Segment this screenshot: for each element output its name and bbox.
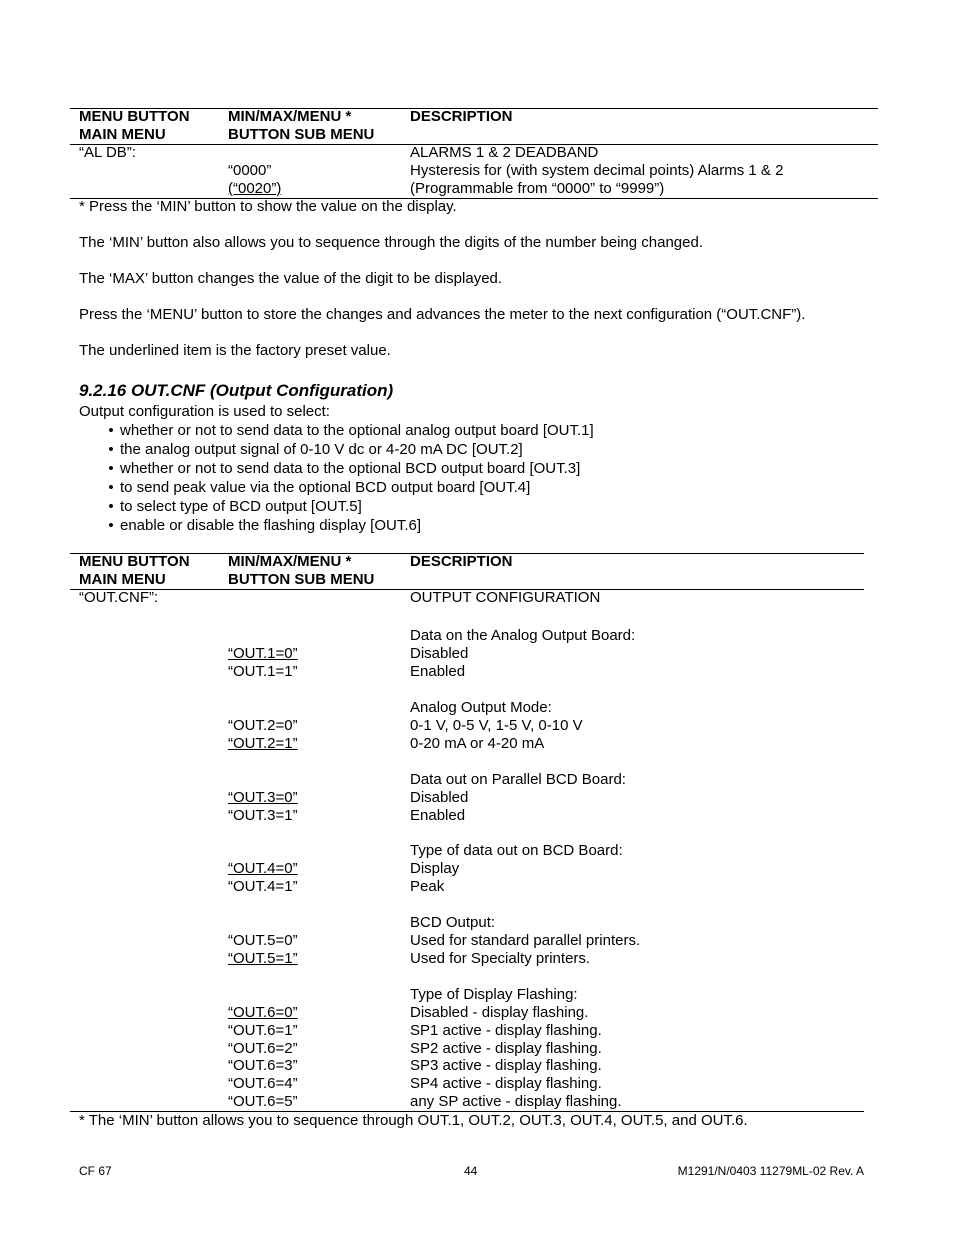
option-code: “OUT.4=0” — [228, 860, 298, 877]
option-desc: Disabled — [410, 789, 469, 806]
group-label-out3: Data out on Parallel BCD Board: — [410, 771, 626, 788]
option-code: “OUT.6=0” — [228, 1004, 298, 1021]
option-code: “OUT.3=0” — [228, 789, 298, 806]
option-desc: Used for Specialty printers. — [410, 950, 591, 967]
bullet-dot: • — [108, 479, 114, 496]
table1-title: ALARMS 1 & 2 DEADBAND — [410, 144, 599, 161]
table1-menu-name: “AL DB”: — [79, 144, 136, 161]
option-code: “OUT.6=5” — [228, 1093, 298, 1110]
table1-header-main-menu: MAIN MENU — [79, 126, 166, 143]
option-code: “OUT.5=0” — [228, 932, 298, 949]
option-code: “OUT.6=4” — [228, 1075, 298, 1092]
option-desc: SP1 active - display flashing. — [410, 1022, 602, 1039]
table1-header-description: DESCRIPTION — [410, 108, 513, 125]
table2-header-menu-button: MENU BUTTON — [79, 553, 190, 570]
table1-footnote: * Press the ‘MIN’ button to show the value on the display. — [79, 198, 457, 215]
table1-desc-line2: (Programmable from “0000” to “9999”) — [410, 180, 665, 197]
option-desc: Disabled — [410, 645, 469, 662]
option-code: “OUT.4=1” — [228, 878, 298, 895]
bullet-dot: • — [108, 460, 114, 477]
group-label-out5: BCD Output: — [410, 914, 496, 931]
paragraph-underline-note: The underlined item is the factory preset value. — [79, 342, 391, 359]
table1-header-min-max-menu: MIN/MAX/MENU * — [228, 108, 352, 125]
table2-footnote: * The ‘MIN’ button allows you to sequence through OUT.1, OUT.2, OUT.3, OUT.4, OUT.5, and OUT.6. — [79, 1112, 748, 1129]
option-desc: Peak — [410, 878, 445, 895]
bullet-item: enable or disable the flashing display [OUT.6] — [120, 517, 422, 534]
option-code: “OUT.2=0” — [228, 717, 298, 734]
option-desc: SP4 active - display flashing. — [410, 1075, 602, 1092]
group-label-out2: Analog Output Mode: — [410, 699, 552, 716]
paragraph-max-button: The ‘MAX’ button changes the value of the digit to be displayed. — [79, 270, 503, 287]
option-code: “OUT.1=1” — [228, 663, 298, 680]
bullet-dot: • — [108, 422, 114, 439]
paragraph-menu-button: Press the ‘MENU’ button to store the changes and advances the meter to the next configuration (“OUT.CNF”). — [79, 306, 806, 323]
group-label-out4: Type of data out on BCD Board: — [410, 842, 623, 859]
bullet-item: the analog output signal of 0-10 V dc or 4-20 mA DC [OUT.2] — [120, 441, 523, 458]
table2-menu-name: “OUT.CNF”: — [79, 589, 159, 606]
bullet-item: whether or not to send data to the optional analog output board [OUT.1] — [120, 422, 594, 439]
bullet-item: to select type of BCD output [OUT.5] — [120, 498, 362, 515]
option-desc: SP3 active - display flashing. — [410, 1057, 602, 1074]
table2-title: OUTPUT CONFIGURATION — [410, 589, 601, 606]
option-desc: Display — [410, 860, 460, 877]
footer-left: CF 67 — [79, 1164, 112, 1178]
option-code: “OUT.1=0” — [228, 645, 298, 662]
option-code: “OUT.3=1” — [228, 807, 298, 824]
bullet-dot: • — [108, 517, 114, 534]
option-desc: 0-1 V, 0-5 V, 1-5 V, 0-10 V — [410, 717, 583, 734]
group-label-out1: Data on the Analog Output Board: — [410, 627, 636, 644]
option-desc: Used for standard parallel printers. — [410, 932, 641, 949]
table1-value-preset: (“0020”) — [228, 180, 282, 197]
option-code: “OUT.6=2” — [228, 1040, 298, 1057]
group-label-out6: Type of Display Flashing: — [410, 986, 578, 1003]
bullet-dot: • — [108, 441, 114, 458]
option-code: “OUT.5=1” — [228, 950, 298, 967]
option-code: “OUT.6=1” — [228, 1022, 298, 1039]
option-code: “OUT.6=3” — [228, 1057, 298, 1074]
bullet-item: to send peak value via the optional BCD output board [OUT.4] — [120, 479, 531, 496]
option-desc: SP2 active - display flashing. — [410, 1040, 602, 1057]
option-desc: Enabled — [410, 663, 466, 680]
table1-value-default: “0000” — [228, 162, 272, 179]
option-desc: any SP active - display flashing. — [410, 1093, 622, 1110]
section-intro: Output configuration is used to select: — [79, 403, 330, 420]
section-heading: 9.2.16 OUT.CNF (Output Configuration) — [79, 381, 394, 400]
table2-header-min-max-menu: MIN/MAX/MENU * — [228, 553, 352, 570]
footer-page-number: 44 — [464, 1164, 478, 1178]
footer-right: M1291/N/0403 11279ML-02 Rev. A — [677, 1164, 864, 1178]
option-code: “OUT.2=1” — [228, 735, 298, 752]
option-desc: Disabled - display flashing. — [410, 1004, 589, 1021]
table2-header-main-menu: MAIN MENU — [79, 571, 166, 588]
table1-header-menu-button: MENU BUTTON — [79, 108, 190, 125]
bullet-item: whether or not to send data to the optional BCD output board [OUT.3] — [120, 460, 581, 477]
table1-header-button-sub-menu: BUTTON SUB MENU — [228, 126, 375, 143]
paragraph-min-button: The ‘MIN’ button also allows you to sequence through the digits of the number being changed. — [79, 234, 704, 251]
table2-header-description: DESCRIPTION — [410, 553, 513, 570]
table2-header-button-sub-menu: BUTTON SUB MENU — [228, 571, 375, 588]
option-desc: 0-20 mA or 4-20 mA — [410, 735, 545, 752]
table1-desc-line1: Hysteresis for (with system decimal points) Alarms 1 & 2 — [410, 162, 784, 179]
option-desc: Enabled — [410, 807, 466, 824]
bullet-dot: • — [108, 498, 114, 515]
